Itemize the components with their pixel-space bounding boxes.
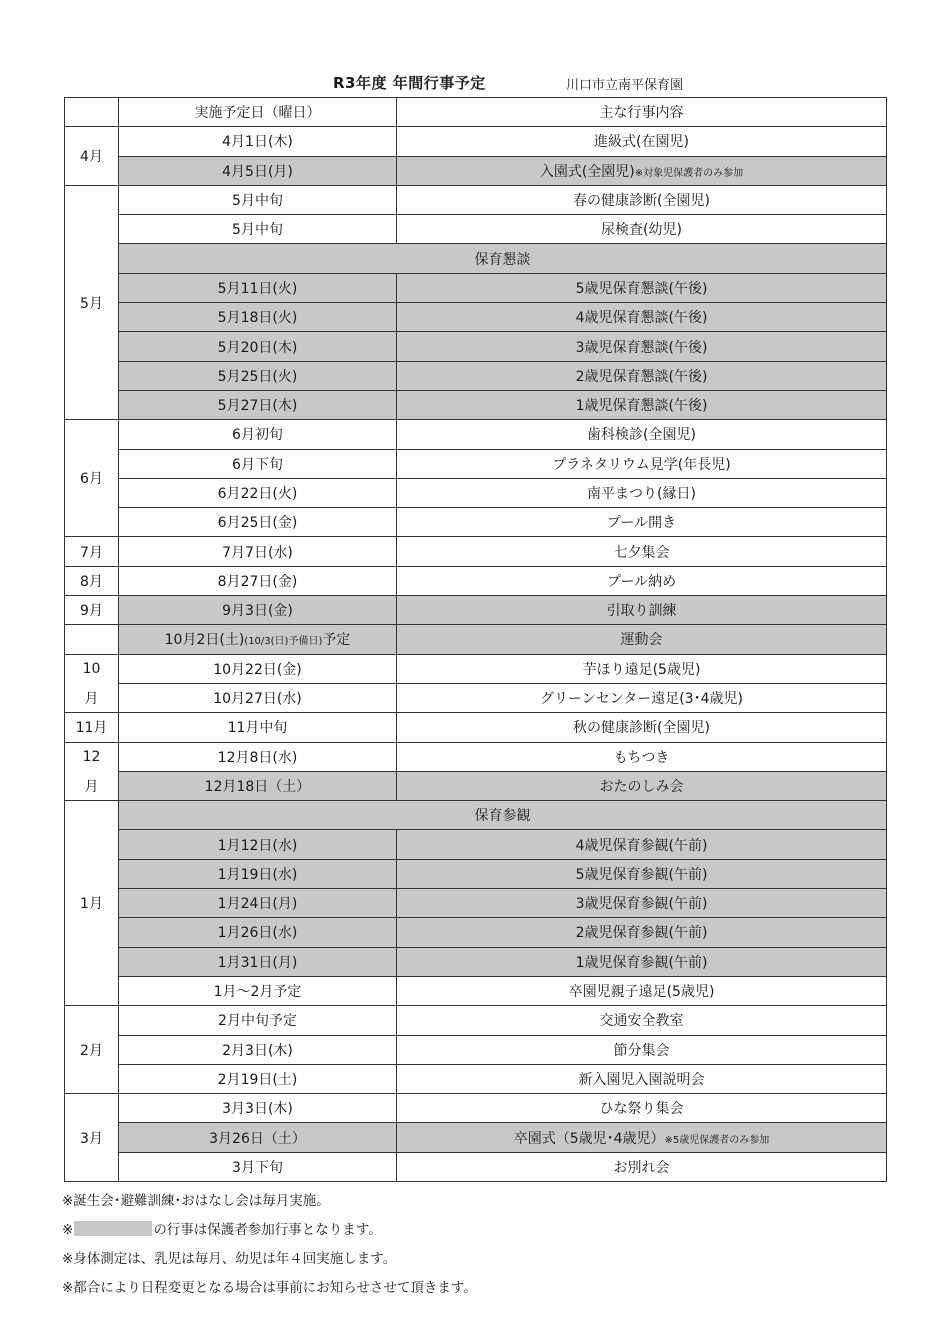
event-text: 卒園式（5歳児･4歳児） — [513, 1130, 665, 1147]
table-row — [65, 156, 887, 185]
highlight-swatch — [74, 1221, 152, 1236]
event-cell: プラネタリウム見学(年長児) — [397, 449, 887, 478]
event-cell — [397, 1123, 887, 1152]
date-text: 10月2日(土) — [164, 632, 245, 649]
table-row — [65, 390, 887, 419]
table-row — [65, 830, 887, 859]
table-row — [65, 1035, 887, 1064]
table-row — [65, 303, 887, 332]
table-row — [65, 1123, 887, 1152]
date-cell: 10月22日(金) — [119, 654, 397, 683]
date-cell: 3月3日(木) — [119, 1094, 397, 1123]
table-row — [65, 361, 887, 390]
footnote-schedule-change: ※都合により日程変更となる場合は事前にお知らせさせて頂きます。 — [62, 1280, 477, 1296]
event-note: ※5歳児保護者のみ参加 — [664, 1134, 770, 1146]
date-cell: 6月初旬 — [119, 420, 397, 449]
table-row — [65, 244, 887, 273]
date-cell: 11月中旬 — [119, 713, 397, 742]
table-row — [65, 801, 887, 830]
table-row — [65, 127, 887, 156]
date-cell — [119, 625, 397, 654]
table-row — [65, 683, 887, 712]
date-cell: 5月27日(木) — [119, 390, 397, 419]
table-row — [65, 508, 887, 537]
event-cell: おたのしみ会 — [397, 771, 887, 800]
date-cell: 2月3日(木) — [119, 1035, 397, 1064]
month-july: 7月 — [65, 537, 119, 566]
footnote-measurement: ※身体測定は、乳児は毎月、幼児は年４回実施します。 — [62, 1251, 397, 1267]
date-cell: 7月7日(水) — [119, 537, 397, 566]
event-cell: 運動会 — [397, 625, 887, 654]
date-cell: 1月19日(水) — [119, 859, 397, 888]
schedule-table — [64, 97, 887, 1182]
month-may: 5月 — [65, 185, 119, 419]
table-row — [65, 859, 887, 888]
table-row — [65, 625, 887, 654]
table-row — [65, 420, 887, 449]
date-cell: 6月下旬 — [119, 449, 397, 478]
date-cell: 5月18日(火) — [119, 303, 397, 332]
header-date: 実施予定日（曜日） — [119, 98, 397, 127]
event-cell: プール納め — [397, 566, 887, 595]
header — [0, 72, 945, 96]
event-cell: プール開き — [397, 508, 887, 537]
event-cell: 進級式(在園児) — [397, 127, 887, 156]
date-cell: 5月11日(火) — [119, 273, 397, 302]
table-row — [65, 771, 887, 800]
table-row — [65, 215, 887, 244]
table-row — [65, 742, 887, 771]
date-cell: 8月27日(金) — [119, 566, 397, 595]
date-cell: 12月18日（土） — [119, 771, 397, 800]
footnotes — [62, 1187, 892, 1303]
table-header-row — [65, 98, 887, 127]
section-heading-cell: 保育参観 — [119, 801, 887, 830]
table-row — [65, 596, 887, 625]
table-row — [65, 478, 887, 507]
table-row — [65, 1006, 887, 1035]
footnote-mark: ※ — [62, 1222, 74, 1238]
month-august: 8月 — [65, 566, 119, 595]
event-cell: 引取り訓練 — [397, 596, 887, 625]
month-april: 4月 — [65, 127, 119, 186]
organization-name: 川口市立南平保育園 — [566, 78, 684, 93]
date-cell: 6月25日(金) — [119, 508, 397, 537]
event-cell: 1歳児保育参観(午前) — [397, 947, 887, 976]
header-month-cell — [65, 98, 119, 127]
table-row — [65, 273, 887, 302]
footnote-text: の行事は保護者参加行事となります。 — [153, 1222, 382, 1238]
date-cell: 5月中旬 — [119, 185, 397, 214]
event-cell: 歯科検診(全園児) — [397, 420, 887, 449]
event-cell: もちつき — [397, 742, 887, 771]
date-cell: 5月25日(火) — [119, 361, 397, 390]
date-cell: 1月24日(月) — [119, 889, 397, 918]
footnote-monthly-events: ※誕生会･避難訓練･おはなし会は毎月実施。 — [62, 1193, 330, 1209]
event-cell: 5歳児保育参観(午前) — [397, 859, 887, 888]
event-cell: 4歳児保育懇談(午後) — [397, 303, 887, 332]
date-cell: 1月～2月予定 — [119, 976, 397, 1005]
date-cell: 1月12日(水) — [119, 830, 397, 859]
table-row — [65, 185, 887, 214]
event-cell: 1歳児保育懇談(午後) — [397, 390, 887, 419]
event-cell: 南平まつり(縁日) — [397, 478, 887, 507]
date-cell: 4月1日(木) — [119, 127, 397, 156]
date-cell: 2月中旬予定 — [119, 1006, 397, 1035]
table-row — [65, 918, 887, 947]
event-cell: 春の健康診断(全園児) — [397, 185, 887, 214]
date-cell: 2月19日(土) — [119, 1064, 397, 1093]
event-cell: ひな祭り集会 — [397, 1094, 887, 1123]
date-cell: 10月27日(水) — [119, 683, 397, 712]
month-february: 2月 — [65, 1006, 119, 1094]
month-december: 12 — [65, 742, 119, 771]
event-cell: 芋ほり遠足(5歳児) — [397, 654, 887, 683]
date-cell: 12月8日(水) — [119, 742, 397, 771]
month-june: 6月 — [65, 420, 119, 537]
date-cell: 4月5日(月) — [119, 156, 397, 185]
table-row — [65, 976, 887, 1005]
table-row — [65, 1152, 887, 1181]
table-row — [65, 537, 887, 566]
date-cell: 6月22日(火) — [119, 478, 397, 507]
table-row — [65, 566, 887, 595]
page-title: R3年度 年間行事予定 — [333, 74, 486, 92]
event-text: 入園式(全園児) — [539, 163, 635, 180]
event-cell: 七夕集会 — [397, 537, 887, 566]
event-cell: 秋の健康診断(全園児) — [397, 713, 887, 742]
date-note: (10/3(日)予備日) — [244, 636, 323, 648]
month-march: 3月 — [65, 1094, 119, 1182]
table-row — [65, 1064, 887, 1093]
event-cell: 尿検査(幼児) — [397, 215, 887, 244]
month-october-suffix: 月 — [65, 683, 119, 712]
table-row — [65, 1094, 887, 1123]
month-september: 9月 — [65, 596, 119, 625]
footnote-parent-events — [62, 1216, 892, 1245]
event-cell: 2歳児保育参観(午前) — [397, 918, 887, 947]
event-cell — [397, 156, 887, 185]
date-cell: 3月下旬 — [119, 1152, 397, 1181]
table-row — [65, 449, 887, 478]
event-cell: 節分集会 — [397, 1035, 887, 1064]
month-november: 11月 — [65, 713, 119, 742]
date-cell: 9月3日(金) — [119, 596, 397, 625]
event-note: ※対象児保護者のみ参加 — [634, 167, 744, 179]
date-cell: 5月20日(木) — [119, 332, 397, 361]
event-cell: 新入園児入園説明会 — [397, 1064, 887, 1093]
month-december-suffix: 月 — [65, 771, 119, 800]
date-cell: 5月中旬 — [119, 215, 397, 244]
event-cell: お別れ会 — [397, 1152, 887, 1181]
table-row — [65, 332, 887, 361]
event-cell: 卒園児親子遠足(5歳児) — [397, 976, 887, 1005]
event-cell: グリーンセンター遠足(3･4歳児) — [397, 683, 887, 712]
month-october: 10 — [65, 654, 119, 683]
table-row — [65, 713, 887, 742]
event-cell: 5歳児保育懇談(午後) — [397, 273, 887, 302]
event-cell: 3歳児保育参観(午前) — [397, 889, 887, 918]
table-row — [65, 889, 887, 918]
event-cell: 3歳児保育懇談(午後) — [397, 332, 887, 361]
event-cell: 交通安全教室 — [397, 1006, 887, 1035]
event-cell: 2歳児保育懇談(午後) — [397, 361, 887, 390]
event-cell: 4歳児保育参観(午前) — [397, 830, 887, 859]
month-october-blank — [65, 625, 119, 654]
date-cell: 1月31日(月) — [119, 947, 397, 976]
date-suffix: 予定 — [322, 632, 351, 649]
date-cell: 3月26日（土） — [119, 1123, 397, 1152]
month-january: 1月 — [65, 801, 119, 1006]
date-cell: 1月26日(水) — [119, 918, 397, 947]
section-heading-cell: 保育懇談 — [119, 244, 887, 273]
table-row — [65, 654, 887, 683]
header-event: 主な行事内容 — [397, 98, 887, 127]
table-row — [65, 947, 887, 976]
